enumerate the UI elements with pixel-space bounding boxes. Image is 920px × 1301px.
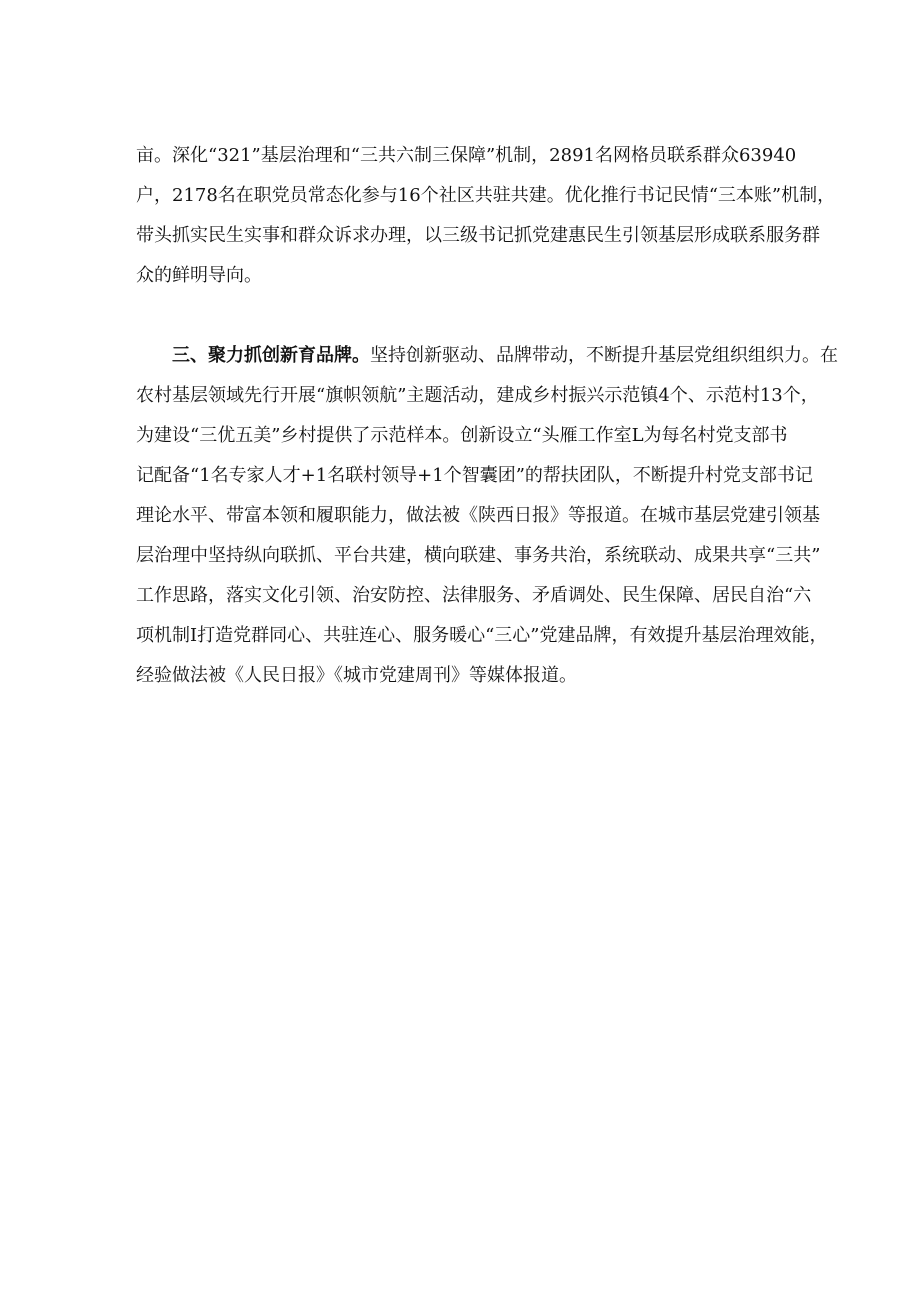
paragraph-1-line-3: 带头抓实民生实事和群众诉求办理，以三级书记抓党建惠民生引领基层形成联系服务群 bbox=[136, 225, 820, 246]
paragraph-1 bbox=[136, 136, 836, 296]
paragraph-2-line-6: 层治理中坚持纵向联抓、平台共建，横向联建、事务共治，系统联动、成果共享“三共” bbox=[136, 545, 821, 566]
paragraph-1-line-2: 户，2178名在职党员常态化参与16个社区共驻共建。优化推行书记民情“三本账”机制， bbox=[136, 185, 836, 206]
paragraph-1-line-4: 众的鲜明导向。 bbox=[136, 265, 262, 286]
paragraph-1-line-1: 亩。深化“321”基层治理和“三共六制三保障”机制，2891名网格员联系群众63940 bbox=[136, 145, 797, 166]
paragraph-2-line-8: 项机制I打造党群同心、共驻连心、服务暖心“三心”党建品牌，有效提升基层治理效能， bbox=[136, 625, 828, 646]
paragraph-2 bbox=[136, 336, 838, 696]
paragraph-2-line-5: 理论水平、带富本领和履职能力，做法被《陕西日报》等报道。在城市基层党建引领基 bbox=[136, 505, 820, 526]
paragraph-2-line-2: 农村基层领域先行开展“旗帜领航”主题活动，建成乡村振兴示范镇4个、示范村13个， bbox=[136, 385, 819, 406]
paragraph-2-line-7: 工作思路，落实文化引领、治安防控、法律服务、矛盾调处、民生保障、居民自治“六 bbox=[136, 585, 812, 606]
paragraph-2-line-3: 为建设“三优五美”乡村提供了示范样本。创新设立“头雁工作室L为每名村党支部书 bbox=[136, 425, 788, 446]
section-heading: 三、聚力抓创新育品牌。 bbox=[172, 345, 370, 366]
paragraph-2-line-9: 经验做法被《人民日报》《城市党建周刊》等媒体报道。 bbox=[136, 665, 577, 686]
paragraph-2-line-4: 记配备“1名专家人才+1名联村领导+1个智囊团”的帮扶团队，不断提升村党支部书记 bbox=[136, 465, 813, 486]
paragraph-2-line-1-text: 坚持创新驱动、品牌带动，不断提升基层党组织组织力。在 bbox=[370, 345, 838, 366]
paragraph-2-line-1 bbox=[136, 336, 838, 376]
